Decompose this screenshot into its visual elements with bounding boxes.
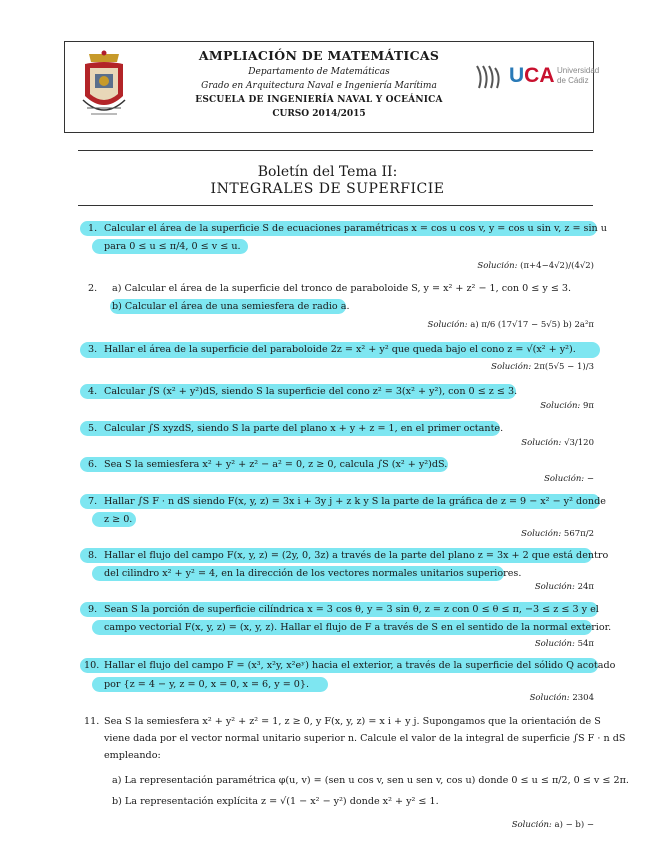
problem-9-solution: Solución: 54π: [534, 639, 594, 649]
course-title: AMPLIACIÓN DE MATEMÁTICAS: [198, 48, 440, 63]
problem-1-line1: Calcular el área de la superficie S de ecuaciones paramétricas x = cos u cos v, y = cos u sin v, z = sin u: [104, 223, 607, 234]
problem-2-solution: Solución: a) π/6 (17√17 − 5√5) b) 2a²π: [427, 320, 594, 330]
uca-logo: [475, 62, 600, 96]
problem-2-part-a: a) Calcular el área de la superficie del tronco de paraboloide S, y = x² + z² − 1, con 0 ≤ y ≤ 3.: [112, 283, 572, 294]
problem-9-line1: Sean S la porción de superficie cilíndrica x = 3 cos θ, y = 3 sin θ, z = z con 0 ≤ θ ≤ π, −3 ≤ z ≤ 3 y el: [104, 604, 599, 615]
problem-5-line1: Calcular ∫S xyzdS, siendo S la parte del plano x + y + z = 1, en el primer octante.: [104, 423, 504, 434]
header-box: [64, 41, 600, 133]
problem-1-number: 1.: [88, 223, 98, 234]
course-year: CURSO 2014/2015: [272, 109, 366, 119]
problem-7-number: 7.: [88, 496, 98, 507]
problem-5-number: 5.: [88, 423, 98, 434]
problem-6-number: 6.: [88, 459, 98, 470]
problem-8-number: 8.: [88, 550, 98, 561]
problem-11-line3: empleando:: [104, 750, 161, 761]
school-name: ESCUELA DE INGENIERÍA NAVAL Y OCEÁNICA: [195, 95, 443, 105]
problem-3-number: 3.: [88, 344, 98, 355]
problem-9-line2: campo vectorial F(x, y, z) = (x, y, z). Hallar el flujo de F a través de S en el sentido de la normal exterior.: [104, 622, 612, 633]
problem-1-solution: Solución: (π+4−4√2)/(4√2): [477, 261, 594, 271]
problem-10-line1: Hallar el flujo del campo F = (x³, x²y, x²eʸ) hacia el exterior, a través de la superficie del sólido Q acotado: [104, 660, 616, 671]
waves-icon: [475, 62, 507, 92]
problem-6-solution: Solución: −: [544, 474, 594, 484]
problem-11-part-b: b) La representación explícita z = √(1 − x² − y²) donde x² + y² ≤ 1.: [112, 796, 439, 807]
problem-2-part-b: b) Calcular el área de una semiesfera de radio a.: [112, 301, 350, 312]
uca-wordmark: [509, 64, 555, 88]
problem-11-part-a: a) La representación paramétrica φ(u, v) = (sen u cos v, sen u sen v, cos u) donde 0 ≤ u ≤ π/2, 0 ≤ v ≤ 2π.: [112, 775, 629, 786]
problem-8-line2: del cilindro x² + y² = 4, en la dirección de los vectores normales unitarios superiores.: [104, 568, 522, 579]
problem-7-line2: z ≥ 0.: [104, 514, 133, 525]
problem-4-number: 4.: [88, 386, 98, 397]
problem-8-solution: Solución: 24π: [534, 582, 594, 592]
problem-4-solution: Solución: 9π: [540, 401, 594, 411]
uca-ca: CA: [524, 64, 555, 87]
problem-11-solution: Solución: a) − b) −: [511, 820, 594, 830]
problem-2-number: 2.: [88, 283, 98, 294]
problem-11-line1: Sea S la semiesfera x² + y² + z² = 1, z ≥ 0, y F(x, y, z) = x i + y j. Supongamos que la orientación de S: [104, 716, 601, 727]
bulletin-title: Boletín del Tema II:: [257, 164, 398, 180]
department-name: Departamento de Matemáticas: [248, 67, 390, 77]
problem-3-line1: Hallar el área de la superficie del paraboloide 2z = x² + y² que queda bajo el cono z = √(x² + y²).: [104, 344, 576, 355]
top-rule: [78, 150, 593, 151]
uca-u: U: [509, 64, 525, 87]
problem-5-solution: Solución: √3/120: [521, 438, 594, 448]
problem-10-solution: Solución: 2304: [529, 693, 594, 703]
uca-subtitle: Universidad de Cádiz: [557, 66, 600, 85]
problem-7-solution: Solución: 567π/2: [521, 529, 594, 539]
problem-11-number: 11.: [84, 716, 100, 727]
problem-7-line1: Hallar ∫S F · n dS siendo F(x, y, z) = 3x i + 3y j + z k y S la parte de la gráfica de z = 9 − x² − y² donde: [104, 496, 606, 507]
problem-11-line2: viene dada por el vector normal unitario superior n. Calcule el valor de la integral de superficie ∫S F · n dS: [104, 733, 626, 744]
degree-name: Grado en Arquitectura Naval e Ingeniería Marítima: [201, 81, 437, 91]
problem-6-line1: Sea S la semiesfera x² + y² + z² − a² = 0, z ≥ 0, calcula ∫S (x² + y²)dS.: [104, 459, 448, 470]
problem-1-line2: para 0 ≤ u ≤ π/4, 0 ≤ v ≤ u.: [104, 241, 241, 252]
bulletin-subtitle: INTEGRALES DE SUPERFICIE: [210, 181, 445, 197]
problem-10-line2: por {z = 4 − y, z = 0, x = 0, x = 6, y = 0}.: [104, 679, 310, 690]
problem-9-number: 9.: [88, 604, 98, 615]
crest-icon: [79, 50, 129, 128]
problem-10-number: 10.: [84, 660, 100, 671]
bottom-rule: [78, 205, 593, 206]
problem-4-line1: Calcular ∫S (x² + y²)dS, siendo S la superficie del cono z² = 3(x² + y²), con 0 ≤ z ≤ 3.: [104, 386, 518, 397]
problem-3-solution: Solución: 2π(5√5 − 1)/3: [491, 362, 594, 372]
problem-8-line1: Hallar el flujo del campo F(x, y, z) = (2y, 0, 3z) a través de la parte del plano z = 3x + 2 que está dentro: [104, 550, 609, 561]
